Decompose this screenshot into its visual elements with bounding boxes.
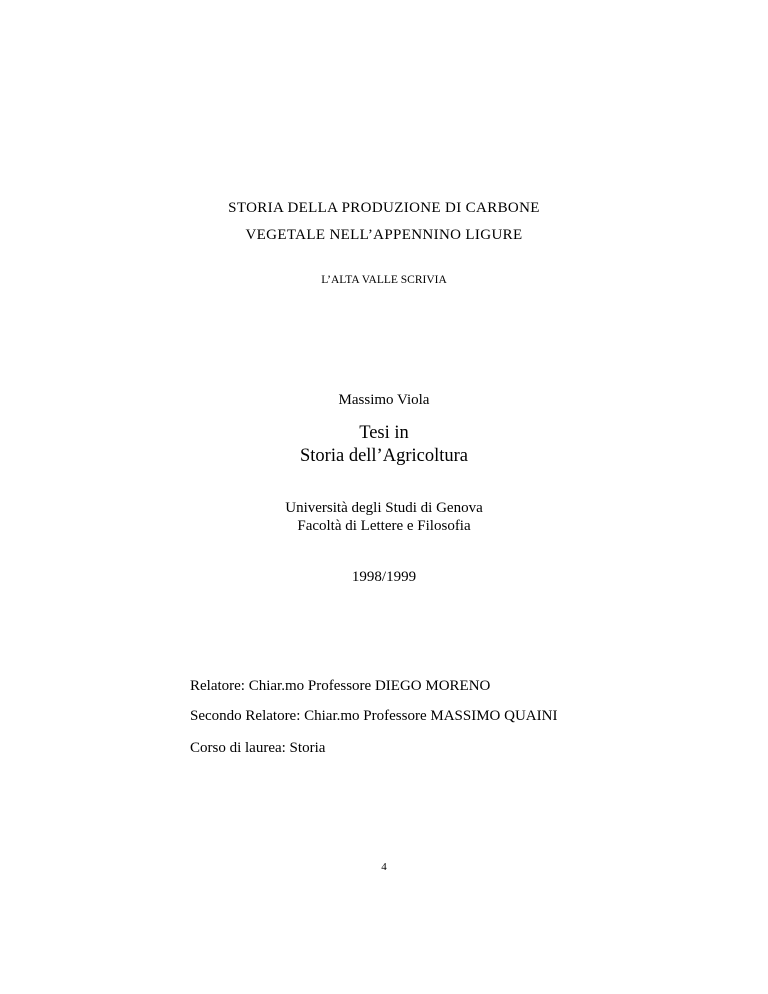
faculty-name: Facoltà di Lettere e Filosofia xyxy=(297,518,471,534)
thesis-subject: Storia dell’Agricoltura xyxy=(300,446,468,466)
academic-year: 1998/1999 xyxy=(351,569,417,585)
page-number: 4 xyxy=(381,861,387,873)
author-name: Massimo Viola xyxy=(338,392,430,408)
thesis-label: Tesi in xyxy=(359,423,409,443)
corso-di-laurea-line: Corso di laurea: Storia xyxy=(190,740,326,756)
subtitle: L’ALTA VALLE SCRIVIA xyxy=(321,274,447,286)
relatore-line: Relatore: Chiar.mo Professore DIEGO MORENO xyxy=(190,678,491,694)
university-name: Università degli Studi di Genova xyxy=(285,500,483,516)
secondo-relatore-line: Secondo Relatore: Chiar.mo Professore MASSIMO QUAINI xyxy=(190,708,558,724)
title-line-2: VEGETALE NELL’APPENNINO LIGURE xyxy=(245,227,523,243)
title-line-1: STORIA DELLA PRODUZIONE DI CARBONE xyxy=(228,200,540,216)
